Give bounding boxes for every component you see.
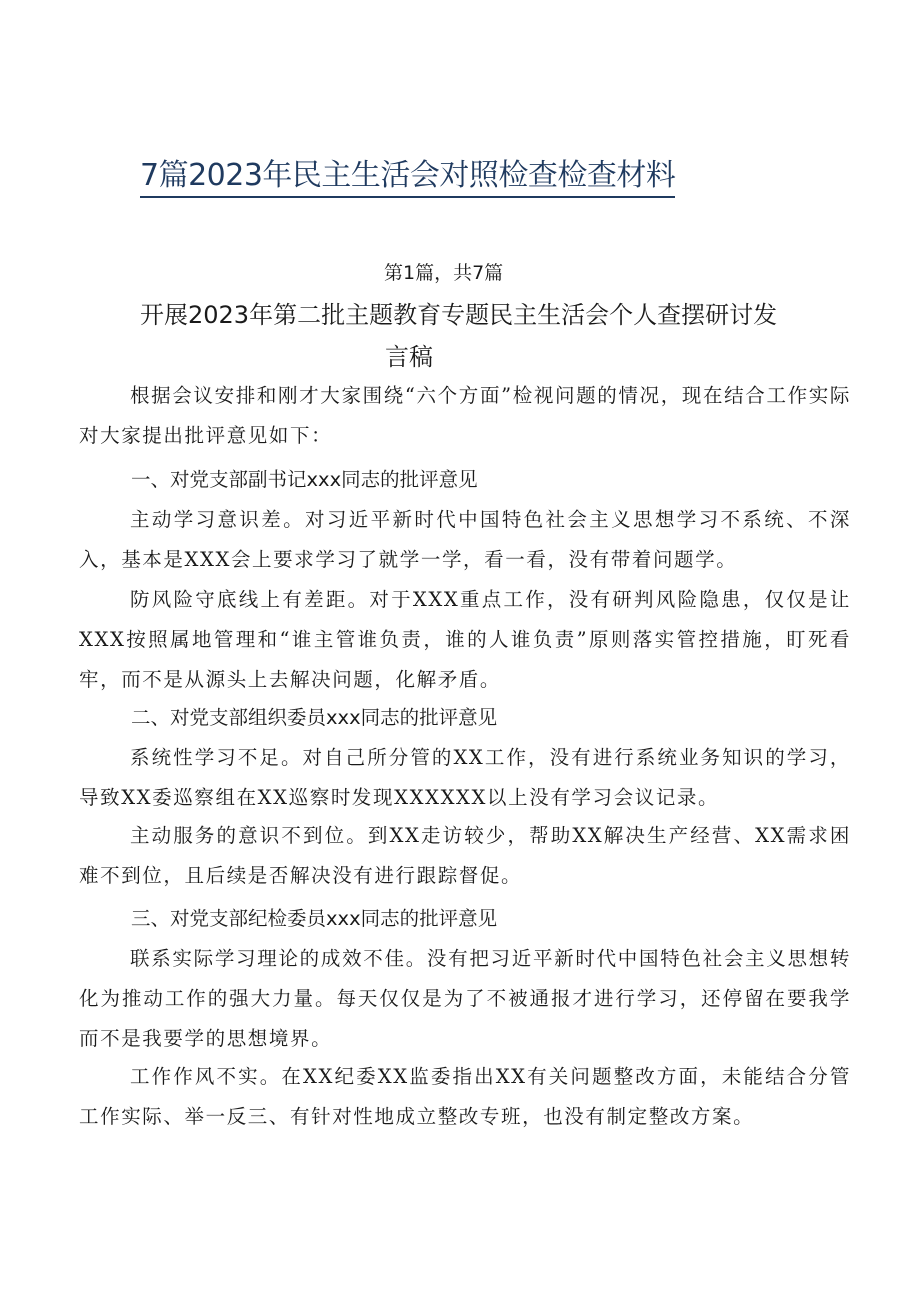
section1-paragraph2: 防风险守底线上有差距。对于XXX重点工作，没有研判风险隐患，仅仅是让XXX按照属地管理和“谁主管谁负责，谁的人谁负责”原则落实管控措施，盯死看牢，而不是从源头上去解决问题，化解矛盾。 bbox=[79, 588, 851, 691]
speech-title bbox=[140, 294, 860, 378]
section2-paragraph1: 系统性学习不足。对自己所分管的XX工作，没有进行系统业务知识的学习，导致XX委巡察组在XX巡察时发现XXXXXX以上没有学习会议记录。 bbox=[79, 746, 851, 809]
section1-paragraph1: 主动学习意识差。对习近平新时代中国特色社会主义思想学习不系统、不深入，基本是XXX会上要求学习了就学一学，看一看，没有带着问题学。 bbox=[79, 508, 851, 571]
section2-paragraph2: 主动服务的意识不到位。到XX走访较少，帮助XX解决生产经营、XX需求困难不到位，且后续是否解决没有进行跟踪督促。 bbox=[79, 824, 851, 887]
section2-heading: 二、对党支部组织委员xxx同志的批评意见 bbox=[131, 706, 498, 729]
speech-title-line1: 开展2023年第二批主题教育专题民主生活会个人查摆研讨发 bbox=[140, 301, 778, 329]
section1-heading: 一、对党支部副书记xxx同志的批评意见 bbox=[131, 468, 478, 491]
document-title: 7篇2023年民主生活会对照检查检查材料 bbox=[140, 150, 675, 198]
section3-heading: 三、对党支部纪检委员xxx同志的批评意见 bbox=[131, 907, 498, 930]
section3-paragraph1: 联系实际学习理论的成效不佳。没有把习近平新时代中国特色社会主义思想转化为推动工作的强大力量。每天仅仅是为了不被通报才进行学习，还停留在要我学而不是我要学的思想境界。 bbox=[79, 947, 851, 1050]
part-label: 第1篇，共7篇 bbox=[384, 262, 504, 284]
intro-paragraph: 根据会议安排和刚才大家围绕“六个方面”检视问题的情况，现在结合工作实际对大家提出批评意见如下： bbox=[79, 384, 851, 447]
speech-title-line2: 言稿 bbox=[385, 343, 433, 371]
section3-paragraph2: 工作作风不实。在XX纪委XX监委指出XX有关问题整改方面，未能结合分管工作实际、举一反三、有针对性地成立整改专班，也没有制定整改方案。 bbox=[79, 1065, 851, 1128]
